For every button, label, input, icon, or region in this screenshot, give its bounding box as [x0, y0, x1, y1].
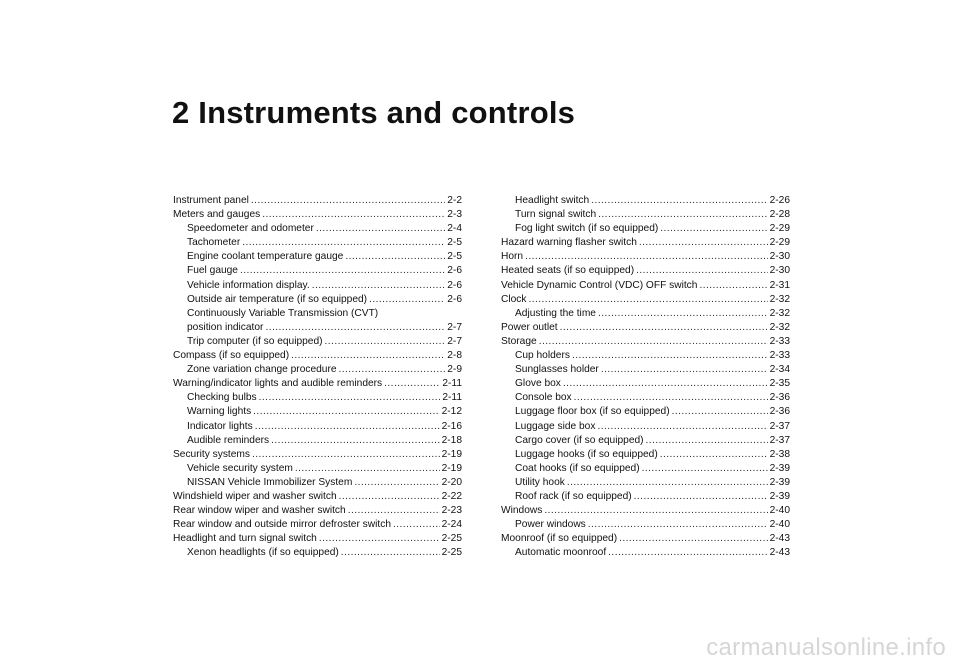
toc-entry-page: 2-43 [769, 547, 790, 559]
toc-entry-label: Glove box [515, 378, 561, 390]
toc-entry-label: Speedometer and odometer [187, 223, 314, 235]
toc-entry[interactable] [173, 546, 462, 560]
leader-dots [660, 222, 767, 236]
toc-entry[interactable] [173, 335, 462, 349]
leader-dots [316, 222, 445, 236]
toc-entry-label: Turn signal switch [515, 209, 597, 221]
toc-entry[interactable] [173, 194, 462, 208]
toc-entry-page: 2-18 [441, 434, 462, 446]
leader-dots [608, 546, 767, 560]
toc-entry[interactable] [501, 236, 790, 250]
leader-dots [601, 363, 768, 377]
toc-entry-label: Adjusting the time [515, 307, 596, 319]
toc-entry-page: 2-6 [447, 293, 462, 305]
toc-entry-page: 2-16 [441, 420, 462, 432]
toc-entry-label: Headlight and turn signal switch [173, 533, 317, 545]
leader-dots [271, 434, 440, 448]
toc-entry-page: 2-7 [447, 321, 462, 333]
leader-dots [646, 434, 768, 448]
toc-entry-page: 2-39 [769, 490, 790, 502]
toc-entry-page: 2-30 [769, 251, 790, 263]
toc-entry-label: Storage [501, 335, 537, 347]
leader-dots [312, 279, 446, 293]
toc-entry-page: 2-34 [769, 364, 790, 376]
page-title: 2 Instruments and controls [172, 95, 576, 130]
leader-dots [525, 250, 768, 264]
toc-entry-page: 2-37 [769, 434, 790, 446]
toc-entry-page: 2-33 [769, 350, 790, 362]
toc-entry[interactable] [173, 236, 462, 250]
toc-entry-page: 2-39 [769, 476, 790, 488]
toc-entry-page: 2-5 [447, 251, 462, 263]
toc-entry-page: 2-7 [447, 335, 462, 347]
toc-entry[interactable] [173, 518, 462, 532]
leader-dots [339, 363, 446, 377]
leader-dots [339, 490, 440, 504]
toc-entry-label: Sunglasses holder [515, 364, 599, 376]
toc-entry-page: 2-25 [441, 533, 462, 545]
leader-dots [572, 349, 768, 363]
toc-entry[interactable] [501, 377, 790, 391]
toc-entry-label: Moonroof (if so equipped) [501, 533, 618, 545]
toc-entry-label: Luggage side box [515, 420, 596, 432]
toc-entry-page: 2-19 [441, 448, 462, 460]
toc-entry-label: Meters and gauges [173, 209, 261, 221]
toc-entry[interactable] [173, 250, 462, 264]
toc-entry-label: Utility hook [515, 476, 565, 488]
toc-entry[interactable] [173, 490, 462, 504]
toc-entry-label: Engine coolant temperature gauge [187, 251, 344, 263]
leader-dots [619, 532, 768, 546]
toc-entry-page: 2-5 [447, 237, 462, 249]
toc-entry-label: Power outlet [501, 321, 558, 333]
toc-entry-page: 2-11 [442, 378, 462, 390]
toc-entry-label: Tachometer [187, 237, 241, 249]
toc-entry[interactable] [501, 391, 790, 405]
toc-entry[interactable] [501, 208, 790, 222]
toc-entry-label: Compass (if so equipped) [173, 350, 290, 362]
leader-dots [341, 546, 440, 560]
toc-entry-label: Audible reminders [187, 434, 270, 446]
toc-entry[interactable] [501, 462, 790, 476]
toc-entry-label: Power windows [515, 519, 586, 531]
toc-entry-label: Rear window and outside mirror defroster switch [173, 519, 391, 531]
leader-dots [384, 377, 440, 391]
toc-entry-label: Vehicle Dynamic Control (VDC) OFF switch [501, 279, 698, 291]
leader-dots [528, 293, 767, 307]
toc-entry-label: position indicator [187, 321, 264, 333]
toc-entry-label: Fog light switch (if so equipped) [515, 223, 659, 235]
toc-entry-page: 2-24 [441, 519, 462, 531]
toc-entry-page: 2-26 [769, 195, 790, 206]
leader-dots [240, 264, 445, 278]
toc-entry[interactable] [501, 490, 790, 504]
leader-dots [354, 476, 439, 490]
toc-entry-page: 2-29 [769, 223, 790, 235]
toc-entry[interactable] [173, 405, 462, 419]
toc-entry-page: 2-43 [769, 533, 790, 545]
toc-entry-page: 2-19 [441, 462, 462, 474]
toc-entry[interactable] [501, 293, 790, 307]
leader-dots [636, 264, 768, 278]
toc-entry-label: Hazard warning flasher switch [501, 237, 637, 249]
toc-entry-page: 2-37 [769, 420, 790, 432]
toc-entry[interactable] [501, 307, 790, 321]
toc-entry-page: 2-23 [441, 505, 462, 517]
leader-dots [598, 307, 768, 321]
toc-entry-label: Checking bulbs [187, 392, 257, 404]
toc-entry[interactable] [173, 377, 462, 391]
toc-entry-label: Console box [515, 392, 572, 404]
toc-entry[interactable] [501, 476, 790, 490]
toc-entry-label: Trip computer (if so equipped) [187, 335, 323, 347]
toc-entry[interactable] [173, 532, 462, 546]
toc-entry-page: 2-40 [769, 505, 790, 517]
toc-entry[interactable] [501, 532, 790, 546]
leader-dots [319, 532, 440, 546]
toc-entry-label: Outside air temperature (if so equipped) [187, 293, 368, 305]
leader-dots [325, 335, 446, 349]
toc-entry-label: Heated seats (if so equipped) [501, 265, 635, 277]
toc-entry-label: Windshield wiper and washer switch [173, 490, 337, 502]
toc-entry-page: 2-9 [447, 364, 462, 376]
toc-entry-page: 2-35 [769, 378, 790, 390]
toc-entry-page: 2-22 [441, 490, 462, 502]
toc-entry[interactable] [501, 546, 790, 560]
toc-entry-label: Warning/indicator lights and audible reminders [173, 378, 383, 390]
leader-dots [265, 321, 445, 335]
leader-dots [598, 208, 767, 222]
toc-entry[interactable] [173, 264, 462, 278]
toc-entry-page: 2-30 [769, 265, 790, 277]
toc-entry[interactable] [173, 448, 462, 462]
leader-dots [642, 462, 768, 476]
toc-entry-label: Fuel gauge [187, 265, 238, 277]
toc-entry-label: Luggage hooks (if so equipped) [515, 448, 658, 460]
leader-dots [574, 391, 768, 405]
toc-entry-page: 2-8 [447, 350, 462, 362]
toc-entry-page: 2-2 [447, 195, 462, 206]
toc-entry[interactable] [173, 307, 462, 321]
toc-entry-page: 2-11 [442, 392, 462, 404]
leader-dots [597, 420, 767, 434]
toc-entry[interactable] [173, 279, 462, 293]
toc-entry-page: 2-29 [769, 237, 790, 249]
toc-entry[interactable] [173, 208, 462, 222]
toc-entry-label: Vehicle security system [187, 462, 293, 474]
toc-entry[interactable] [173, 504, 462, 518]
toc-entry-label: Coat hooks (if so equipped) [515, 462, 640, 474]
toc-entry-label: Continuously Variable Transmission (CVT) [187, 307, 379, 319]
toc-entry-label: Horn [501, 251, 524, 263]
toc-entry-label: NISSAN Vehicle Immobilizer System [187, 476, 353, 488]
toc-entry-page: 2-6 [447, 279, 462, 291]
leader-dots [544, 504, 767, 518]
toc-entry[interactable] [501, 434, 790, 448]
leader-dots [251, 194, 445, 208]
toc-entry[interactable] [173, 391, 462, 405]
leader-dots [539, 335, 768, 349]
toc-entry[interactable] [501, 349, 790, 363]
leader-dots [639, 236, 768, 250]
toc-entry-page: 2-32 [769, 321, 790, 333]
toc-entry[interactable] [173, 321, 462, 335]
toc-entry[interactable] [501, 250, 790, 264]
toc-entry-page: 2-3 [447, 209, 462, 221]
watermark: carmanualsonline.info [706, 634, 946, 661]
toc-entry-page: 2-36 [769, 392, 790, 404]
toc-entry-label: Instrument panel [173, 195, 249, 206]
toc-entry[interactable] [173, 363, 462, 377]
toc-entry[interactable] [173, 476, 462, 490]
toc-entry[interactable] [501, 448, 790, 462]
toc-entry-page: 2-28 [769, 209, 790, 221]
leader-dots [563, 377, 768, 391]
toc-entry[interactable] [501, 405, 790, 419]
toc-entry[interactable] [173, 293, 462, 307]
toc-entry[interactable] [501, 335, 790, 349]
leader-dots [255, 420, 440, 434]
toc-entry[interactable] [501, 420, 790, 434]
toc-entry[interactable] [173, 349, 462, 363]
toc-entry-label: Luggage floor box (if so equipped) [515, 406, 670, 418]
toc-entry-page: 2-12 [441, 406, 462, 418]
leader-dots [259, 391, 441, 405]
leader-dots [591, 194, 767, 208]
toc-entry-page: 2-38 [769, 448, 790, 460]
toc-entry-label: Rear window wiper and washer switch [173, 505, 346, 517]
toc-entry[interactable] [173, 222, 462, 236]
toc-entry-label: Windows [501, 505, 543, 517]
toc-entry-label: Automatic moonroof [515, 547, 607, 559]
leader-dots [253, 405, 439, 419]
toc-entry-page: 2-4 [447, 223, 462, 235]
toc-entry-label: Cup holders [515, 350, 570, 362]
toc-entry-page: 2-32 [769, 307, 790, 319]
leader-dots [560, 321, 768, 335]
toc-entry[interactable] [501, 504, 790, 518]
toc-entry[interactable] [173, 462, 462, 476]
leader-dots [291, 349, 445, 363]
toc-entry[interactable] [501, 279, 790, 293]
leader-dots [672, 405, 768, 419]
toc-entry-label: Headlight switch [515, 195, 590, 206]
toc-entry[interactable] [501, 363, 790, 377]
toc-entry-page: 2-25 [441, 547, 462, 559]
leader-dots [369, 293, 445, 307]
leader-dots [345, 250, 445, 264]
toc-entry-page: 2-33 [769, 335, 790, 347]
leader-dots [699, 279, 767, 293]
toc-column-right [501, 194, 790, 560]
toc-entry[interactable] [501, 321, 790, 335]
toc-entry-page: 2-36 [769, 406, 790, 418]
toc-entry-label: Xenon headlights (if so equipped) [187, 547, 339, 559]
toc-entry-label: Warning lights [187, 406, 252, 418]
leader-dots [588, 518, 768, 532]
toc-entry-page: 2-39 [769, 462, 790, 474]
toc-entry-page: 2-31 [769, 279, 790, 291]
toc-entry-label: Security systems [173, 448, 250, 460]
leader-dots [393, 518, 440, 532]
toc-entry-label: Indicator lights [187, 420, 253, 432]
toc-entry[interactable] [173, 434, 462, 448]
leader-dots [262, 208, 445, 222]
toc-entry-label: Clock [501, 293, 527, 305]
toc-entry-label: Zone variation change procedure [187, 364, 337, 376]
leader-dots [242, 236, 445, 250]
leader-dots [252, 448, 440, 462]
toc-entry[interactable] [501, 264, 790, 278]
toc-entry-page: 2-20 [441, 476, 462, 488]
toc-entry-label: Vehicle information display. [187, 279, 310, 291]
leader-dots [634, 490, 768, 504]
leader-dots [295, 462, 440, 476]
toc-entry-page: 2-40 [769, 519, 790, 531]
toc-entry[interactable] [501, 194, 790, 208]
toc-entry[interactable] [501, 518, 790, 532]
toc-entry-label: Cargo cover (if so equipped) [515, 434, 644, 446]
toc-entry-label: Roof rack (if so equipped) [515, 490, 632, 502]
toc-column-left [173, 194, 462, 560]
toc-entry-page: 2-6 [447, 265, 462, 277]
toc-entry[interactable] [501, 222, 790, 236]
leader-dots [567, 476, 768, 490]
leader-dots [660, 448, 768, 462]
toc-entry[interactable] [173, 420, 462, 434]
toc-entry-page: 2-32 [769, 293, 790, 305]
leader-dots [348, 504, 440, 518]
